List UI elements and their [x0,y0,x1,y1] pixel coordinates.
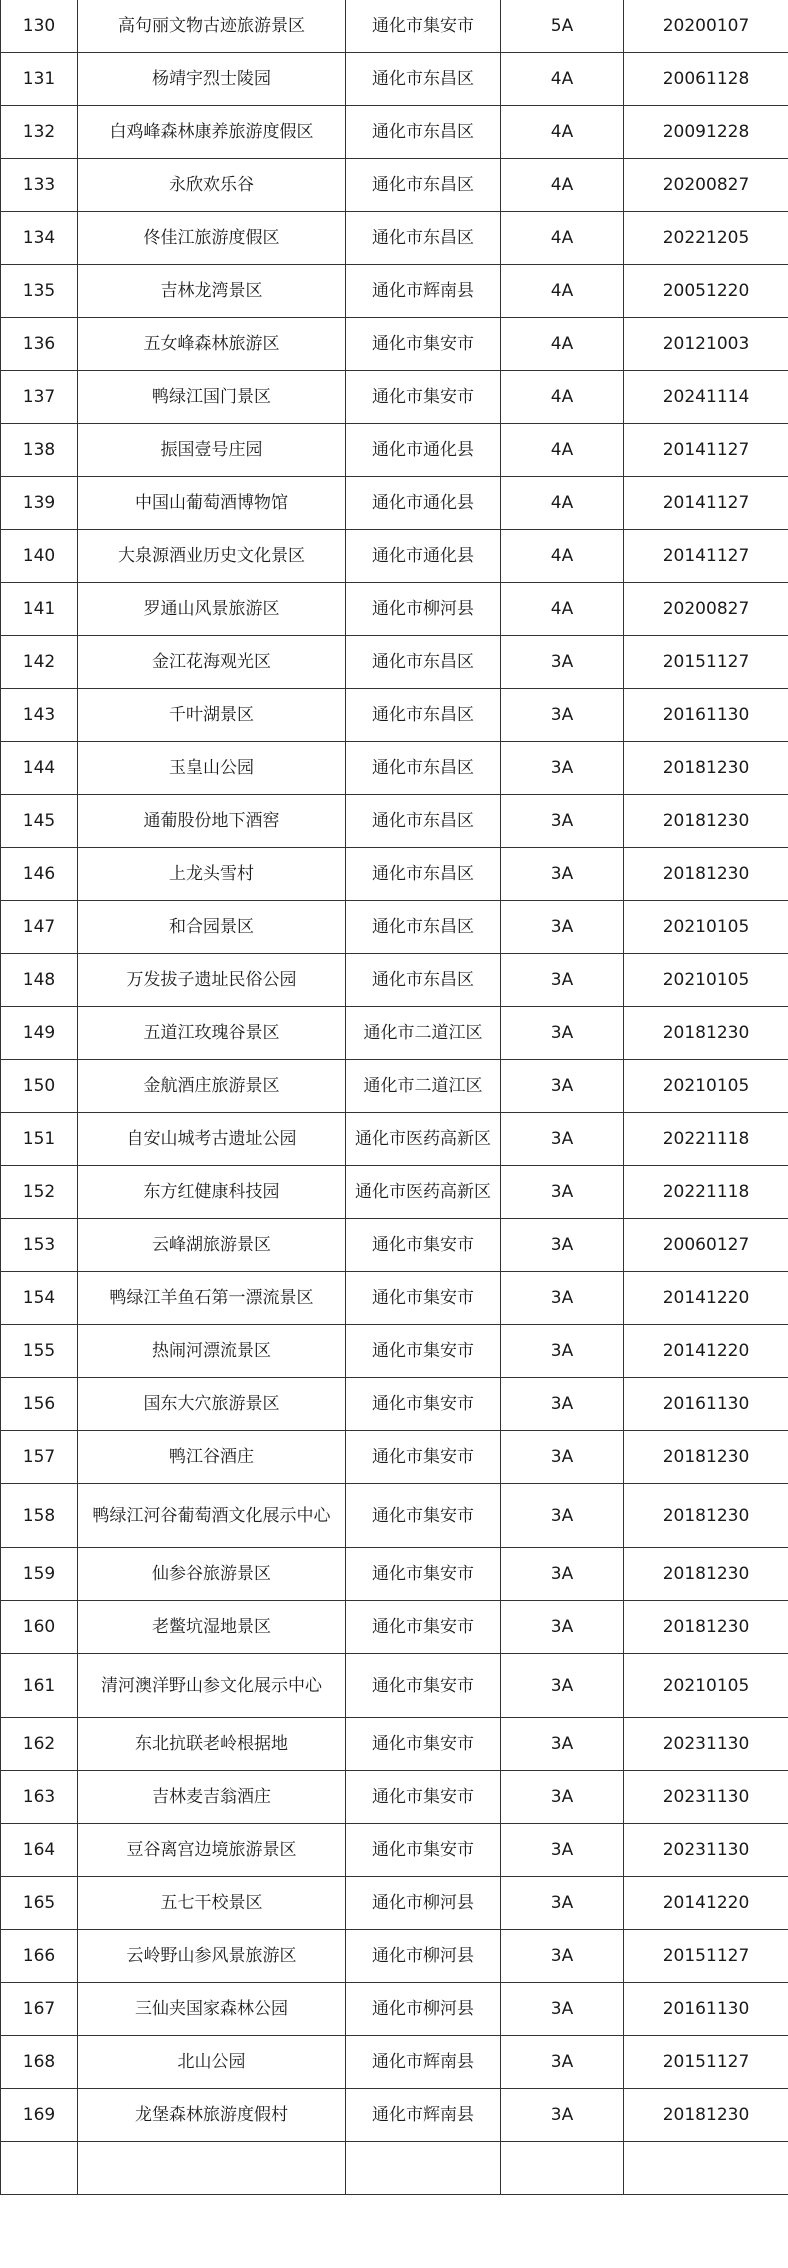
table-row [1,2089,788,2142]
location-cell: 通化市东昌区 [346,106,501,159]
row-number-cell: 157 [1,1431,78,1484]
scenic-area-name-cell: 吉林龙湾景区 [78,265,346,318]
location-cell: 通化市集安市 [346,1325,501,1378]
row-number-cell: 153 [1,1219,78,1272]
table-row [1,1877,788,1930]
location-cell: 通化市柳河县 [346,1983,501,2036]
scenic-area-name-cell: 云岭野山参风景旅游区 [78,1930,346,1983]
location-cell: 通化市集安市 [346,1272,501,1325]
rating-level-cell: 3A [501,742,624,795]
location-cell: 通化市集安市 [346,1824,501,1877]
table-row [1,1771,788,1824]
rating-level-cell: 4A [501,477,624,530]
rating-level-cell: 3A [501,1548,624,1601]
rating-date-cell: 20181230 [624,1007,788,1060]
location-cell: 通化市东昌区 [346,901,501,954]
row-number-cell: 137 [1,371,78,424]
row-number-cell: 131 [1,53,78,106]
row-number-cell: 156 [1,1378,78,1431]
rating-date-cell [624,2142,788,2195]
rating-level-cell: 3A [501,1325,624,1378]
rating-level-cell: 3A [501,1219,624,1272]
table-row [1,689,788,742]
rating-date-cell: 20141220 [624,1325,788,1378]
scenic-area-name-cell: 北山公园 [78,2036,346,2089]
rating-level-cell: 3A [501,1930,624,1983]
table-row [1,954,788,1007]
rating-date-cell: 20221205 [624,212,788,265]
scenic-area-name-cell: 玉皇山公园 [78,742,346,795]
table-row [1,1431,788,1484]
table-row [1,1166,788,1219]
table-row [1,0,788,53]
table-row [1,1219,788,1272]
location-cell: 通化市通化县 [346,530,501,583]
table-row [1,583,788,636]
table-row [1,1718,788,1771]
scenic-area-name-cell: 金江花海观光区 [78,636,346,689]
row-number-cell: 154 [1,1272,78,1325]
table-row [1,212,788,265]
location-cell: 通化市柳河县 [346,1930,501,1983]
rating-date-cell: 20181230 [624,742,788,795]
location-cell [346,2142,501,2195]
scenic-area-name-cell: 云峰湖旅游景区 [78,1219,346,1272]
location-cell: 通化市集安市 [346,1378,501,1431]
row-number-cell: 136 [1,318,78,371]
table-row [1,1272,788,1325]
rating-date-cell: 20161130 [624,1378,788,1431]
rating-date-cell: 20151127 [624,2036,788,2089]
table-row [1,424,788,477]
location-cell: 通化市集安市 [346,1219,501,1272]
location-cell: 通化市集安市 [346,1718,501,1771]
table-row [1,1930,788,1983]
row-number-cell: 158 [1,1484,78,1548]
scenic-area-name-cell: 永欣欢乐谷 [78,159,346,212]
row-number-cell: 147 [1,901,78,954]
scenic-area-name-cell: 鸭绿江河谷葡萄酒文化展示中心 [78,1484,346,1548]
rating-date-cell: 20231130 [624,1824,788,1877]
scenic-area-name-cell: 豆谷离宫边境旅游景区 [78,1824,346,1877]
table-row [1,1484,788,1548]
rating-date-cell: 20181230 [624,1548,788,1601]
table-row [1,795,788,848]
row-number-cell: 143 [1,689,78,742]
rating-level-cell: 4A [501,265,624,318]
location-cell: 通化市辉南县 [346,265,501,318]
row-number-cell: 139 [1,477,78,530]
table-row [1,1113,788,1166]
location-cell: 通化市柳河县 [346,1877,501,1930]
table-row [1,1007,788,1060]
table-row [1,530,788,583]
scenic-area-name-cell: 高句丽文物古迹旅游景区 [78,0,346,53]
rating-level-cell: 3A [501,636,624,689]
rating-level-cell: 3A [501,1718,624,1771]
scenic-area-name-cell: 杨靖宇烈士陵园 [78,53,346,106]
location-cell: 通化市东昌区 [346,53,501,106]
rating-date-cell: 20141127 [624,530,788,583]
rating-date-cell: 20221118 [624,1113,788,1166]
row-number-cell: 159 [1,1548,78,1601]
location-cell: 通化市医药高新区 [346,1113,501,1166]
rating-level-cell: 3A [501,1654,624,1718]
scenic-area-name-cell: 万发拔子遗址民俗公园 [78,954,346,1007]
table-row [1,371,788,424]
table-row [1,265,788,318]
row-number-cell: 149 [1,1007,78,1060]
location-cell: 通化市东昌区 [346,159,501,212]
rating-date-cell: 20161130 [624,689,788,742]
rating-date-cell: 20181230 [624,2089,788,2142]
rating-level-cell: 3A [501,1166,624,1219]
scenic-area-name-cell: 五道江玫瑰谷景区 [78,1007,346,1060]
rating-date-cell: 20141220 [624,1877,788,1930]
scenic-area-name-cell: 鸭绿江羊鱼石第一漂流景区 [78,1272,346,1325]
rating-date-cell: 20231130 [624,1718,788,1771]
row-number-cell: 133 [1,159,78,212]
location-cell: 通化市集安市 [346,1484,501,1548]
scenic-area-name-cell: 国东大穴旅游景区 [78,1378,346,1431]
scenic-area-name-cell: 罗通山风景旅游区 [78,583,346,636]
row-number-cell: 163 [1,1771,78,1824]
scenic-area-name-cell: 佟佳江旅游度假区 [78,212,346,265]
rating-date-cell: 20181230 [624,1431,788,1484]
location-cell: 通化市东昌区 [346,742,501,795]
rating-level-cell: 4A [501,212,624,265]
scenic-area-name-cell: 千叶湖景区 [78,689,346,742]
rating-date-cell: 20151127 [624,1930,788,1983]
table-row [1,1325,788,1378]
rating-date-cell: 20051220 [624,265,788,318]
row-number-cell: 142 [1,636,78,689]
rating-level-cell: 4A [501,159,624,212]
rating-date-cell: 20210105 [624,1654,788,1718]
table-row [1,159,788,212]
rating-level-cell: 3A [501,1060,624,1113]
rating-level-cell: 3A [501,1824,624,1877]
table-row [1,2036,788,2089]
scenic-area-name-cell: 五七干校景区 [78,1877,346,1930]
rating-level-cell: 3A [501,1601,624,1654]
rating-date-cell: 20121003 [624,318,788,371]
rating-level-cell: 3A [501,1484,624,1548]
location-cell: 通化市医药高新区 [346,1166,501,1219]
rating-date-cell: 20141127 [624,424,788,477]
rating-level-cell: 3A [501,848,624,901]
rating-level-cell: 3A [501,795,624,848]
rating-date-cell: 20181230 [624,1484,788,1548]
row-number-cell: 145 [1,795,78,848]
rating-level-cell: 4A [501,424,624,477]
rating-level-cell: 4A [501,318,624,371]
rating-level-cell: 3A [501,1431,624,1484]
scenic-area-name-cell: 东方红健康科技园 [78,1166,346,1219]
table-row [1,636,788,689]
scenic-area-name-cell: 上龙头雪村 [78,848,346,901]
rating-level-cell: 4A [501,371,624,424]
row-number-cell: 135 [1,265,78,318]
rating-date-cell: 20181230 [624,848,788,901]
rating-level-cell: 4A [501,53,624,106]
row-number-cell: 161 [1,1654,78,1718]
rating-date-cell: 20151127 [624,636,788,689]
table-row [1,1601,788,1654]
rating-level-cell: 4A [501,583,624,636]
location-cell: 通化市通化县 [346,477,501,530]
row-number-cell: 141 [1,583,78,636]
location-cell: 通化市集安市 [346,0,501,53]
scenic-area-name-cell: 和合园景区 [78,901,346,954]
rating-level-cell: 3A [501,1272,624,1325]
table-row [1,106,788,159]
row-number-cell: 168 [1,2036,78,2089]
location-cell: 通化市辉南县 [346,2089,501,2142]
rating-date-cell: 20210105 [624,901,788,954]
location-cell: 通化市集安市 [346,1431,501,1484]
scenic-area-name-cell: 东北抗联老岭根据地 [78,1718,346,1771]
row-number-cell: 169 [1,2089,78,2142]
row-number-cell: 140 [1,530,78,583]
table-row [1,742,788,795]
table-row [1,1983,788,2036]
scenic-area-name-cell [78,2142,346,2195]
location-cell: 通化市东昌区 [346,636,501,689]
table-row [1,1060,788,1113]
scenic-area-name-cell: 热闹河漂流景区 [78,1325,346,1378]
rating-date-cell: 20161130 [624,1983,788,2036]
row-number-cell: 164 [1,1824,78,1877]
location-cell: 通化市二道江区 [346,1060,501,1113]
row-number-cell: 152 [1,1166,78,1219]
rating-level-cell: 3A [501,2089,624,2142]
rating-level-cell: 3A [501,1378,624,1431]
rating-level-cell: 3A [501,954,624,1007]
table-row [1,1378,788,1431]
table-body [1,0,788,2195]
location-cell: 通化市二道江区 [346,1007,501,1060]
scenic-area-name-cell: 振国壹号庄园 [78,424,346,477]
table-row [1,1548,788,1601]
rating-level-cell: 5A [501,0,624,53]
row-number-cell [1,2142,78,2195]
table-row [1,2142,788,2195]
rating-date-cell: 20141220 [624,1272,788,1325]
scenic-area-name-cell: 清河澳洋野山参文化展示中心 [78,1654,346,1718]
rating-level-cell: 4A [501,106,624,159]
row-number-cell: 160 [1,1601,78,1654]
row-number-cell: 146 [1,848,78,901]
scenic-area-name-cell: 中国山葡萄酒博物馆 [78,477,346,530]
rating-date-cell: 20210105 [624,954,788,1007]
rating-date-cell: 20181230 [624,1601,788,1654]
scenic-area-name-cell: 自安山城考古遗址公园 [78,1113,346,1166]
row-number-cell: 132 [1,106,78,159]
scenic-area-name-cell: 金航酒庄旅游景区 [78,1060,346,1113]
rating-date-cell: 20200107 [624,0,788,53]
rating-date-cell: 20241114 [624,371,788,424]
location-cell: 通化市东昌区 [346,848,501,901]
scenic-area-name-cell: 五女峰森林旅游区 [78,318,346,371]
rating-level-cell: 3A [501,901,624,954]
row-number-cell: 167 [1,1983,78,2036]
rating-date-cell: 20060127 [624,1219,788,1272]
location-cell: 通化市集安市 [346,371,501,424]
location-cell: 通化市东昌区 [346,954,501,1007]
rating-date-cell: 20181230 [624,795,788,848]
location-cell: 通化市东昌区 [346,212,501,265]
row-number-cell: 151 [1,1113,78,1166]
rating-date-cell: 20141127 [624,477,788,530]
table-row [1,53,788,106]
rating-level-cell: 3A [501,1007,624,1060]
table-row [1,1654,788,1718]
scenic-area-name-cell: 大泉源酒业历史文化景区 [78,530,346,583]
scenic-area-name-cell: 吉林麦吉翁酒庄 [78,1771,346,1824]
scenic-area-name-cell: 龙堡森林旅游度假村 [78,2089,346,2142]
row-number-cell: 130 [1,0,78,53]
rating-level-cell: 3A [501,1771,624,1824]
location-cell: 通化市东昌区 [346,795,501,848]
rating-date-cell: 20200827 [624,159,788,212]
row-number-cell: 138 [1,424,78,477]
location-cell: 通化市集安市 [346,1654,501,1718]
rating-date-cell: 20221118 [624,1166,788,1219]
location-cell: 通化市集安市 [346,1548,501,1601]
location-cell: 通化市通化县 [346,424,501,477]
location-cell: 通化市辉南县 [346,2036,501,2089]
table-row [1,1824,788,1877]
rating-date-cell: 20061128 [624,53,788,106]
table-row [1,848,788,901]
row-number-cell: 144 [1,742,78,795]
scenic-area-name-cell: 通葡股份地下酒窖 [78,795,346,848]
rating-date-cell: 20231130 [624,1771,788,1824]
rating-date-cell: 20210105 [624,1060,788,1113]
scenic-area-name-cell: 老鳖坑湿地景区 [78,1601,346,1654]
table-row [1,318,788,371]
rating-date-cell: 20200827 [624,583,788,636]
table-row [1,901,788,954]
row-number-cell: 165 [1,1877,78,1930]
location-cell: 通化市东昌区 [346,689,501,742]
rating-level-cell: 3A [501,1983,624,2036]
location-cell: 通化市集安市 [346,1601,501,1654]
scenic-area-name-cell: 三仙夹国家森林公园 [78,1983,346,2036]
rating-level-cell: 3A [501,689,624,742]
location-cell: 通化市集安市 [346,1771,501,1824]
rating-level-cell: 4A [501,530,624,583]
row-number-cell: 150 [1,1060,78,1113]
row-number-cell: 134 [1,212,78,265]
rating-date-cell: 20091228 [624,106,788,159]
location-cell: 通化市柳河县 [346,583,501,636]
scenic-area-name-cell: 鸭江谷酒庄 [78,1431,346,1484]
row-number-cell: 155 [1,1325,78,1378]
location-cell: 通化市集安市 [346,318,501,371]
table-row [1,477,788,530]
rating-level-cell: 3A [501,1113,624,1166]
row-number-cell: 148 [1,954,78,1007]
rating-level-cell [501,2142,624,2195]
row-number-cell: 162 [1,1718,78,1771]
row-number-cell: 166 [1,1930,78,1983]
scenic-area-name-cell: 仙参谷旅游景区 [78,1548,346,1601]
rating-level-cell: 3A [501,2036,624,2089]
scenic-area-name-cell: 白鸡峰森林康养旅游度假区 [78,106,346,159]
rating-level-cell: 3A [501,1877,624,1930]
scenic-area-name-cell: 鸭绿江国门景区 [78,371,346,424]
